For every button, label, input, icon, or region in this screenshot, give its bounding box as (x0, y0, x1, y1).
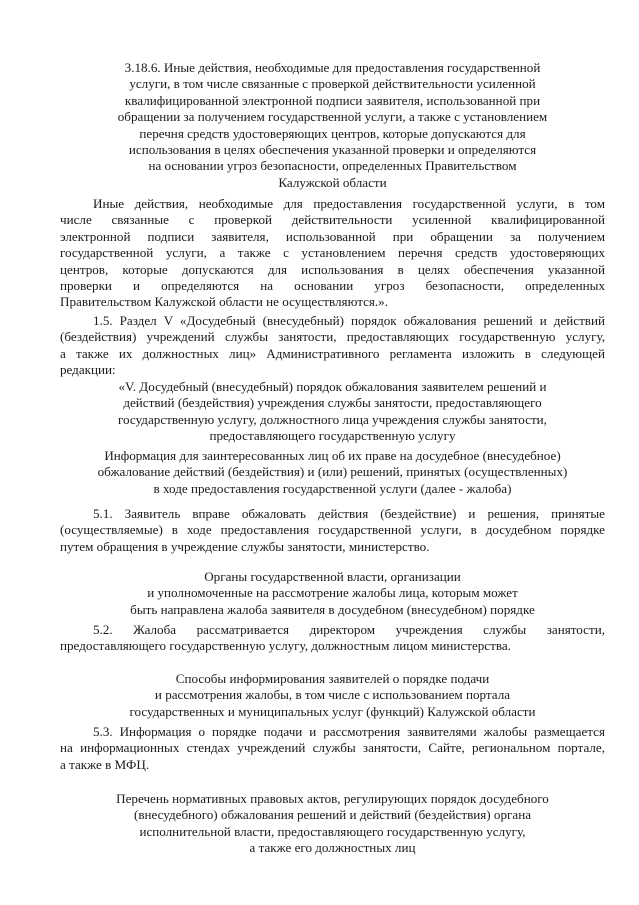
item-5-1-paragraph (60, 506, 605, 555)
heading-line: в ходе предоставления государственной услуги (далее - жалоба) (153, 480, 512, 496)
paragraph-line: центров, которые допускаются для использования в целях обеспечения указанной (60, 261, 605, 277)
heading-line: перечня средств удостоверяющих центров, которые допускаются для (139, 125, 526, 141)
paragraph-line: редакции: (60, 362, 116, 378)
paragraph-line: путем обращения в учреждение службы занятости, министерство. (60, 538, 430, 554)
legal-acts-heading (60, 791, 605, 857)
heading-line: государственных и муниципальных услуг (функций) Калужской области (129, 703, 536, 719)
paragraph-line: на информационных стендах учреждений службы занятости, Сайте, региональном портале, (60, 740, 605, 756)
heading-line: Способы информирования заявителей о порядке подачи (175, 671, 490, 686)
heading-line: предоставляющего государственную услугу (209, 428, 456, 444)
heading-line: на основании угроз безопасности, определенных Правительством (148, 158, 517, 174)
heading-line: 3.18.6. Иные действия, необходимые для предоставления государственной (124, 60, 541, 75)
paragraph-line: Правительством Калужской области не осуществляются.». (60, 294, 389, 310)
section-v-heading (60, 379, 605, 445)
section-3186-heading (60, 60, 605, 191)
item-1-5-paragraph (60, 313, 605, 379)
heading-line: государственную услугу, должностного лица учреждения службы занятости, (118, 411, 547, 427)
heading-line: Калужской области (278, 174, 387, 190)
heading-line: квалифицированной электронной подписи заявителя, использованной при (124, 92, 541, 108)
info-heading (60, 448, 605, 497)
heading-line: услуги, в том числе связанные с проверкой действительности усиленной (129, 76, 536, 92)
heading-line: Перечень нормативных правовых актов, регулирующих порядок досудебного (116, 791, 549, 806)
heading-line: обжалование действий (бездействия) и (или) решений, принятых (осуществленных) (97, 464, 568, 480)
heading-line: быть направлена жалоба заявителя в досудебном (внесудебном) порядке (130, 601, 535, 617)
paragraph-line: а также их должностных лиц» Административного регламента изложить в следующей (60, 345, 605, 361)
heading-line: исполнительной власти, предоставляющего государственную услугу, (139, 823, 526, 839)
heading-line: а также его должностных лиц (249, 840, 416, 856)
paragraph-line: (осуществляемые) в ходе предоставления государственной услуги, в досудебном порядке (60, 522, 605, 538)
paragraph-line: проверки и определяются на основании угроз безопасности, определенных (60, 277, 605, 293)
paragraph-line: 1.5. Раздел V «Досудебный (внесудебный) порядок обжалования решений и действий (93, 313, 605, 328)
paragraph-line: предоставляющего государственную услугу, должностным лицом министерства. (60, 638, 511, 654)
paragraph-line: 5.1. Заявитель вправе обжаловать действия (бездействие) и решения, принятые (93, 506, 605, 521)
ways-heading (60, 671, 605, 720)
section-3186-paragraph (60, 196, 605, 311)
heading-line: Органы государственной власти, организации (204, 569, 461, 584)
organs-heading (60, 569, 605, 618)
heading-line: и рассмотрения жалобы, в том числе с использованием портала (154, 687, 511, 703)
heading-line: «V. Досудебный (внесудебный) порядок обжалования заявителем решений и (118, 379, 547, 394)
item-5-2-paragraph (60, 622, 605, 655)
heading-line: использования в целях обеспечения указанной проверки и определяются (128, 141, 537, 157)
paragraph-line: числе связанные с проверкой действительности усиленной квалифицированной (60, 212, 605, 228)
paragraph-line: государственной услуги, а также с установлением перечня средств удостоверяющих (60, 245, 605, 261)
heading-line: Информация для заинтересованных лиц об их праве на досудебное (внесудебное) (104, 448, 561, 463)
paragraph-line: (бездействия) учреждений службы занятости, предоставляющих государственную услугу, (60, 329, 605, 345)
paragraph-line: электронной подписи заявителя, использованной при обращении за получением (60, 228, 605, 244)
paragraph-line: 5.3. Информация о порядке подачи и рассмотрения заявителями жалобы размещается (93, 724, 605, 739)
paragraph-line: а также в МФЦ. (60, 756, 150, 772)
heading-line: и уполномоченные на рассмотрение жалобы лица, которым может (147, 585, 518, 601)
item-5-3-paragraph (60, 724, 605, 773)
heading-line: (внесудебного) обжалования решений и действий (бездействия) органа (133, 807, 532, 823)
paragraph-line: Иные действия, необходимые для предоставления государственной услуги, в том (93, 196, 605, 211)
heading-line: обращении за получением государственной услуги, а также с установлением (117, 109, 548, 125)
heading-line: действий (бездействия) учреждения службы занятости, предоставляющего (123, 395, 542, 411)
paragraph-line: 5.2. Жалоба рассматривается директором учреждения службы занятости, (93, 622, 605, 637)
